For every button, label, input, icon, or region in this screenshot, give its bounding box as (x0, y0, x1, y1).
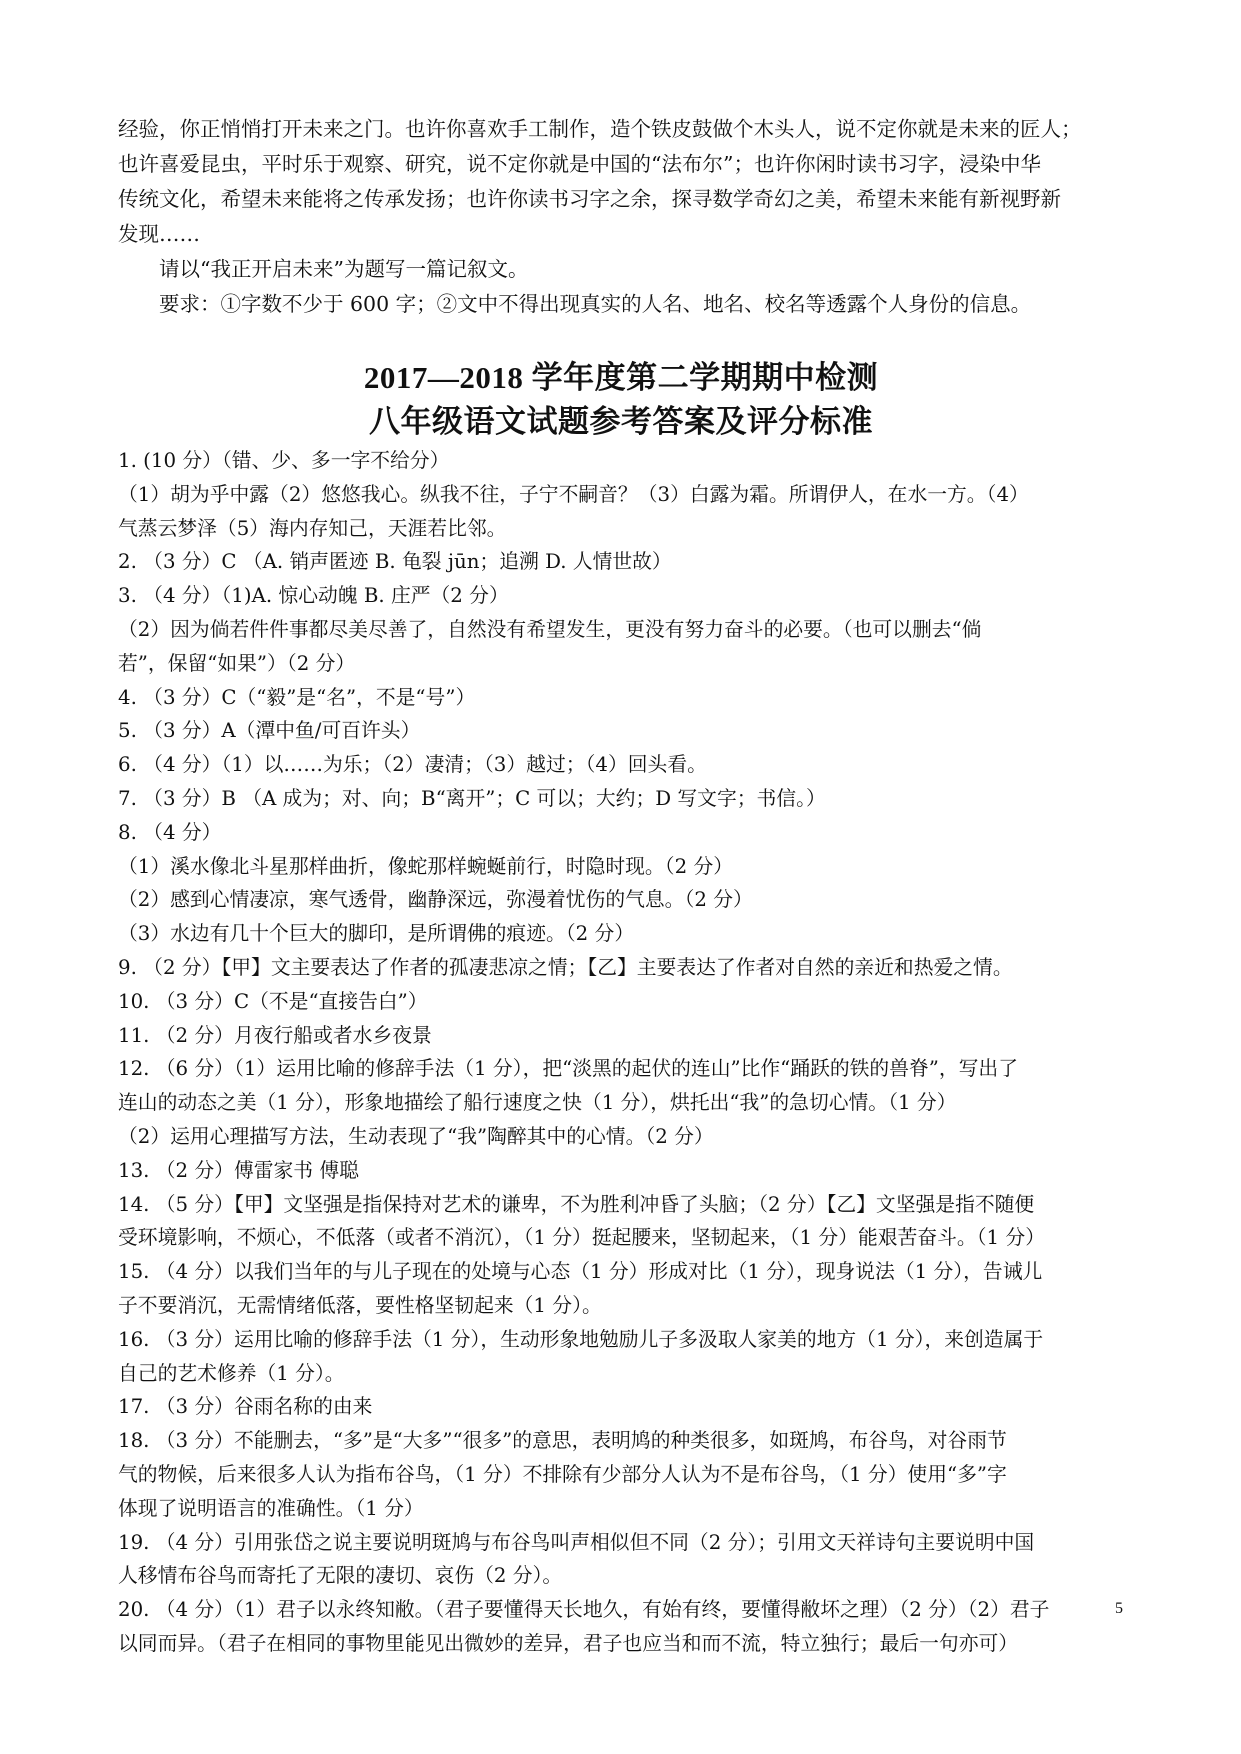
answer-line: 20. （4 分）（1）君子以永终知敝。（君子要懂得天长地久，有始有终，要懂得敝坏之理）（2 分）（2）君子 (118, 1598, 1050, 1622)
answer-line: 9. （2 分）【甲】文主要表达了作者的孤凄悲凉之情；【乙】主要表达了作者对自然的亲近和热爱之情。 (118, 955, 1013, 979)
page-subtitle: 八年级语文试题参考答案及评分标准 (369, 404, 873, 439)
answer-line: 气蒸云梦泽（5）海内存知己，天涯若比邻。 (118, 516, 507, 540)
answer-line: 15. （4 分）以我们当年的与儿子现在的处境与心态（1 分）形成对比（1 分），现身说法（1 分），告诫儿 (118, 1260, 1043, 1284)
answer-line: 19. （4 分）引用张岱之说主要说明斑鸠与布谷鸟叫声相似但不同（2 分）；引用文天祥诗句主要说明中国 (118, 1530, 1035, 1554)
answer-line: 4. （3 分）C（“毅”是“名”，不是“号”） (118, 685, 476, 709)
answer-line: （1）胡为乎中露（2）悠悠我心。纵我不往，子宁不嗣音？（3）白露为霜。所谓伊人，在水一方。（4） (118, 482, 1029, 506)
answer-line: 3. （4 分）（1)A. 惊心动魄 B. 庄严（2 分） (118, 584, 509, 608)
essay-line: 经验，你正悄悄打开未来之门。也许你喜欢手工制作，造个铁皮鼓做个木头人，说不定你就是未来的匠人； (118, 117, 1082, 141)
essay-requirements: 要求：①字数不少于 600 字；②文中不得出现真实的人名、地名、校名等透露个人身份的信息。 (159, 292, 1032, 316)
answer-line: 12. （6 分）（1）运用比喻的修辞手法（1 分），把“淡黑的起伏的连山”比作“踊跃的铁的兽脊”，写出了 (118, 1057, 1018, 1081)
answer-line: 6. （4 分）（1）以……为乐；（2）凄清；（3）越过；（4）回头看。 (118, 753, 707, 777)
answer-line: 17. （3 分）谷雨名称的由来 (118, 1395, 373, 1419)
answer-line: 体现了说明语言的准确性。（1 分） (118, 1496, 424, 1520)
answer-line: 8. （4 分） (118, 820, 222, 844)
answer-line: 16. （3 分）运用比喻的修辞手法（1 分），生动形象地勉励儿子多汲取人家美的地方（1 分），来创造属于 (118, 1327, 1044, 1351)
answer-line: 1. (10 分）（错、少、多一字不给分） (118, 449, 450, 472)
answer-line: 13. （2 分）傅雷家书 傅聪 (118, 1158, 359, 1182)
answer-line: （2）因为倘若件件事都尽美尽善了，自然没有希望发生，更没有努力奋斗的必要。（也可以删去“倘 (118, 617, 982, 641)
answer-key (118, 444, 1124, 1661)
essay-line: 传统文化，希望未来能将之传承发扬；也许你读书习字之余，探寻数学奇幻之美，希望未来能有新视野新 (118, 187, 1061, 211)
essay-line: 发现…… (118, 222, 200, 246)
essay-prompt (118, 112, 1124, 322)
answer-line: 2. （3 分）C （A. 销声匿迹 B. 龟裂 jūn；追溯 D. 人情世故） (118, 550, 672, 574)
answer-line: 气的物候，后来很多人认为指布谷鸟，（1 分）不排除有少部分人认为不是布谷鸟，（1 分）使用“多”字 (118, 1462, 1007, 1486)
answer-line: 7. （3 分）B （A 成为；对、向；B“离开”；C 可以；大约；D 写文字；书信。） (118, 786, 826, 810)
answer-line: 连山的动态之美（1 分），形象地描绘了船行速度之快（1 分），烘托出“我”的急切心情。（1 分） (118, 1091, 957, 1115)
answer-line: 自己的艺术修养（1 分）。 (118, 1361, 345, 1385)
essay-instruction: 请以“我正开启未来”为题写一篇记叙文。 (159, 257, 529, 281)
answer-line: （1）溪水像北斗星那样曲折，像蛇那样蜿蜒前行，时隐时现。（2 分） (118, 854, 734, 878)
answer-line: 11. （2 分）月夜行船或者水乡夜景 (118, 1023, 432, 1047)
answer-line: 子不要消沉，无需情绪低落，要性格坚韧起来（1 分）。 (118, 1293, 602, 1317)
answer-line: 若”，保留“如果”）（2 分） (118, 651, 356, 675)
answer-line: 以同而异。（君子在相同的事物里能见出微妙的差异，君子也应当和而不流，特立独行；最后一句亦可） (118, 1631, 1019, 1655)
answer-line: 10. （3 分）C（不是“直接告白”） (118, 989, 428, 1013)
answer-line: 人移情布谷鸟而寄托了无限的凄切、哀伤（2 分）。 (118, 1564, 563, 1588)
answer-line: （3）水边有几十个巨大的脚印，是所谓佛的痕迹。（2 分） (118, 922, 635, 946)
essay-line: 也许喜爱昆虫，平时乐于观察、研究，说不定你就是中国的“法布尔”；也许你闲时读书习字，浸染中华 (118, 152, 1041, 176)
answer-line: 5. （3 分）A（潭中鱼/可百许头） (118, 719, 421, 743)
page-title: 2017—2018 学年度第二学期期中检测 (363, 360, 879, 395)
answer-line: （2）运用心理描写方法，生动表现了“我”陶醉其中的心情。（2 分） (118, 1124, 714, 1148)
answer-line: 18. （3 分）不能删去，“多”是“大多”“很多”的意思，表明鸠的种类很多，如斑鸠，布谷鸟，对谷雨节 (118, 1429, 1007, 1453)
answer-line: 14. （5 分）【甲】文坚强是指保持对艺术的谦卑，不为胜利冲昏了头脑；（2 分）【乙】文坚强是指不随便 (118, 1192, 1035, 1216)
page-number: 5 (1115, 1600, 1123, 1617)
answer-line: （2）感到心情凄凉，寒气透骨，幽静深远，弥漫着忧伤的气息。（2 分） (118, 888, 753, 912)
answer-line: 受环境影响，不烦心，不低落（或者不消沉），（1 分）挺起腰来，坚韧起来，（1 分）能艰苦奋斗。（1 分） (118, 1226, 1045, 1250)
